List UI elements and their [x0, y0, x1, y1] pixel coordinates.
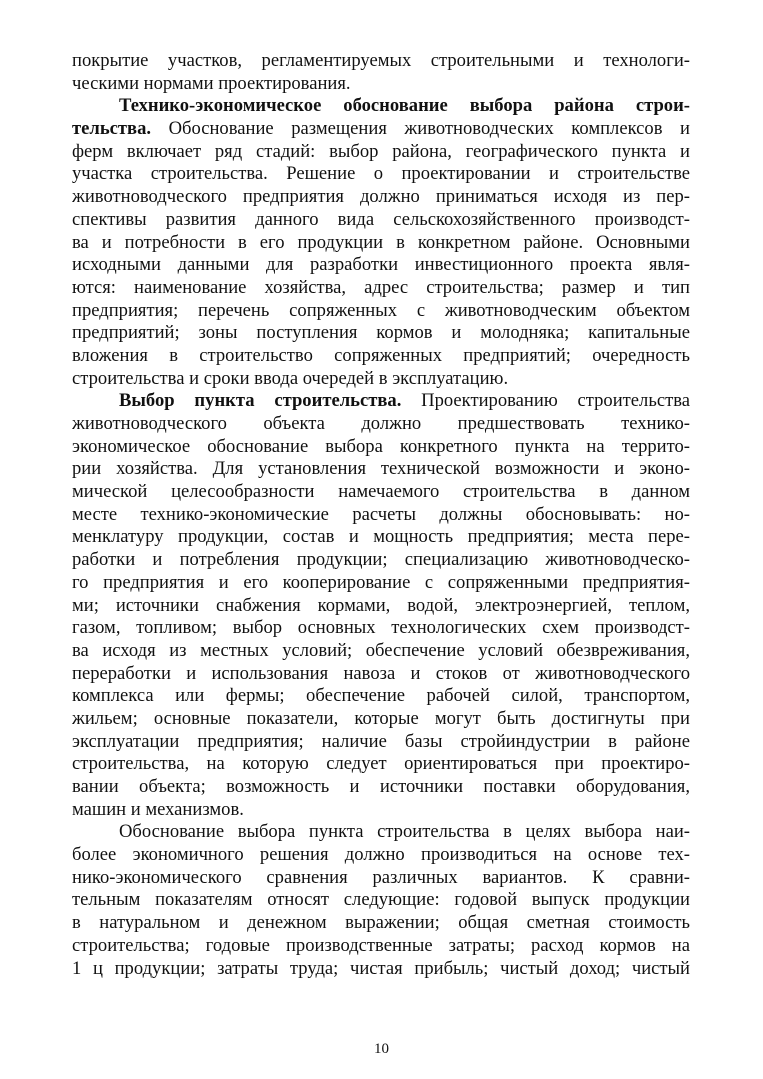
text-line: менклатуру продукции, состав и мощность предприятия; места пере- — [72, 526, 690, 548]
text-line: предприятия; перечень сопряженных с животноводческим объектом — [72, 299, 690, 321]
text-line: ферм включает ряд стадий: выбор района, географического пункта и — [72, 140, 690, 162]
paragraph — [72, 821, 690, 980]
text-line: машин и механизмов. — [72, 798, 244, 820]
section-heading: Технико-экономическое обоснование выбора района строи- — [119, 95, 690, 117]
paragraph — [72, 95, 690, 390]
section-heading-line — [72, 95, 690, 118]
text-line: спективы развития данного вида сельскохозяйственного производст- — [72, 208, 690, 230]
text-line: работки и потребления продукции; специализацию животноводческо- — [72, 549, 690, 571]
text-line: вложения в строительство сопряженных предприятий; очередность — [72, 344, 690, 366]
text-line: тельным показателям относят следующие: годовой выпуск продукции — [72, 889, 690, 911]
text-line: строительства; годовые производственные затраты; расход кормов на — [72, 934, 690, 956]
text-line: участка строительства. Решение о проектировании и строительстве — [72, 163, 690, 185]
text-line: более экономичного решения должно производиться на основе тех- — [72, 844, 690, 866]
text-line: в натуральном и денежном выражении; общая сметная стоимость — [72, 912, 690, 934]
section-heading: Выбор пункта строительства. — [119, 390, 402, 412]
page-number: 10 — [374, 1041, 389, 1057]
section-heading: тельства. — [72, 118, 152, 140]
text-line: предприятий; зоны поступления кормов и молодняка; капитальные — [72, 322, 690, 344]
text-line: нико-экономического сравнения различных вариантов. К сравни- — [72, 866, 690, 888]
text-line: переработки и использования навоза и стоков от животноводческого — [72, 662, 690, 684]
text-line: покрытие участков, регламентируемых строительными и технологи- — [72, 50, 690, 71]
text-line: эксплуатации предприятия; наличие базы стройиндустрии в районе — [72, 730, 690, 752]
text-line: месте технико-экономические расчеты должны обосновывать: но- — [72, 503, 690, 525]
document-body — [72, 50, 690, 980]
paragraph — [72, 50, 690, 95]
text-line: жильем; основные показатели, которые могут быть достигнуты при — [72, 707, 690, 729]
text-line: Выбор пункта строительства. Проектированию строительства — [119, 390, 690, 412]
text-line: рии хозяйства. Для установления технической возможности и эконо- — [72, 458, 690, 480]
paragraph — [72, 390, 690, 821]
text-line: ва и потребности в его продукции в конкретном районе. Основными — [72, 231, 690, 253]
text-line: тельства. Обоснование размещения животноводческих комплексов и — [72, 118, 690, 140]
text-line: ются: наименование хозяйства, адрес строительства; размер и тип — [72, 276, 690, 298]
text-line: экономическое обоснование выбора конкретного пункта на террито- — [72, 435, 690, 457]
text-line: мической целесообразности намечаемого строительства в данном — [72, 481, 690, 503]
text-line: ми; источники снабжения кормами, водой, электроэнергией, теплом, — [72, 594, 690, 616]
text-line: животноводческого объекта должно предшествовать технико- — [72, 413, 690, 434]
text-line: газом, топливом; выбор основных технологических схем производст- — [72, 617, 690, 639]
text-line: Обоснование выбора пункта строительства в целях выбора наи- — [119, 821, 690, 843]
text-line: ва исходя из местных условий; обеспечение условий обезвреживания, — [72, 639, 690, 661]
text-line: строительства, на которую следует ориентироваться при проектиро- — [72, 753, 690, 775]
text-line: комплекса или фермы; обеспечение рабочей силой, транспортом, — [72, 685, 690, 707]
text-line: строительства и сроки ввода очередей в эксплуатацию. — [72, 367, 509, 389]
text-line: вании объекта; возможность и источники поставки оборудования, — [72, 776, 690, 797]
text-line: 1 ц продукции; затраты труда; чистая прибыль; чистый доход; чистый — [72, 957, 690, 979]
text-line: ческими нормами проектирования. — [72, 72, 351, 94]
text-line: исходными данными для разработки инвестиционного проекта явля- — [72, 254, 690, 276]
text-line: животноводческого предприятия должно приниматься исходя из пер- — [72, 186, 690, 208]
text-line: го предприятия и его кооперирование с сопряженными предприятия- — [72, 571, 690, 593]
